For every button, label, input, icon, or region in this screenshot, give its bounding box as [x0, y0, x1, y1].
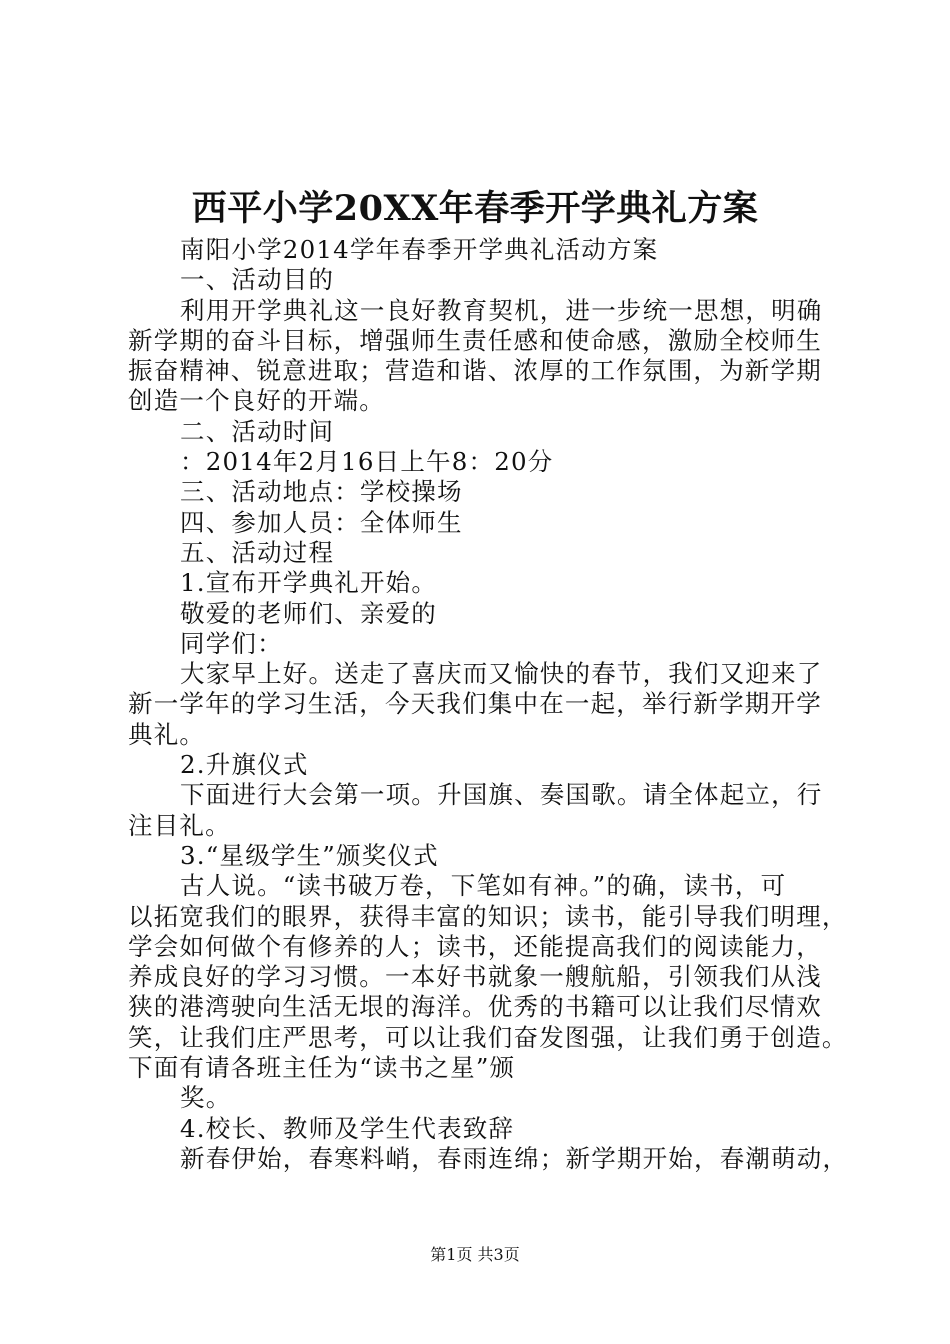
- section-heading: 四、参加人员：全体师生: [180, 507, 463, 537]
- text-line: 新一学年的学习生活，今天我们集中在一起，举行新学期开学: [128, 689, 822, 719]
- text-line: 3.“星级学生”颁奖仪式: [180, 840, 439, 870]
- text-line: 学会如何做个有修养的人；读书，还能提高我们的阅读能力，: [128, 931, 822, 961]
- text-line: 以拓宽我们的眼界，获得丰富的知识；读书，能引导我们明理，: [128, 901, 848, 931]
- text-line: 新春伊始，春寒料峭，春雨连绵；新学期开始，春潮萌动，: [180, 1143, 849, 1173]
- section-heading: 五、活动过程: [180, 537, 335, 567]
- section-heading: 三、活动地点：学校操场: [180, 477, 463, 507]
- text-line: ：2014年2月16日上午8：20分: [180, 447, 554, 477]
- text-line: 振奋精神、锐意进取；营造和谐、浓厚的工作氛围，为新学期: [128, 356, 822, 386]
- text-line: 下面进行大会第一项。升国旗、奏国歌。请全体起立，行: [180, 780, 823, 810]
- document-body: [128, 235, 849, 1174]
- text-line: 1.宣布开学典礼开始。: [180, 568, 438, 598]
- text-line: 养成良好的学习习惯。一本好书就象一艘航船，引领我们从浅: [128, 962, 822, 992]
- page-footer: 第1页 共3页: [430, 1245, 520, 1264]
- document-title: 西平小学20XX年春季开学典礼方案: [191, 188, 759, 229]
- text-line: 注目礼。: [128, 810, 231, 840]
- text-line: 新学期的奋斗目标，增强师生责任感和使命感，激励全校师生: [128, 325, 822, 355]
- text-line: 古人说。“读书破万卷，下笔如有神。”的确，读书，可: [180, 871, 787, 901]
- text-line: 典礼。: [128, 719, 206, 749]
- text-line: 敬爱的老师们、亲爱的: [180, 598, 437, 628]
- text-line: 奖。: [180, 1083, 232, 1113]
- text-line: 创造一个良好的开端。: [128, 386, 385, 416]
- text-line: 2.升旗仪式: [180, 750, 309, 780]
- text-line: 4.校长、教师及学生代表致辞: [180, 1113, 515, 1143]
- section-heading: 一、活动目的: [180, 265, 335, 295]
- text-line: 大家早上好。送走了喜庆而又愉快的春节，我们又迎来了: [180, 659, 823, 689]
- text-line: 狭的港湾驶向生活无垠的海洋。优秀的书籍可以让我们尽情欢: [128, 992, 822, 1022]
- text-line: 下面有请各班主任为“读书之星”颁: [128, 1053, 516, 1083]
- text-line: 利用开学典礼这一良好教育契机，进一步统一思想，明确: [180, 295, 823, 325]
- section-heading: 二、活动时间: [180, 416, 335, 446]
- text-line: 笑，让我们庄严思考，可以让我们奋发图强，让我们勇于创造。: [128, 1022, 848, 1052]
- text-line: 同学们：: [180, 628, 283, 658]
- text-line: 南阳小学2014学年春季开学典礼活动方案: [180, 235, 659, 264]
